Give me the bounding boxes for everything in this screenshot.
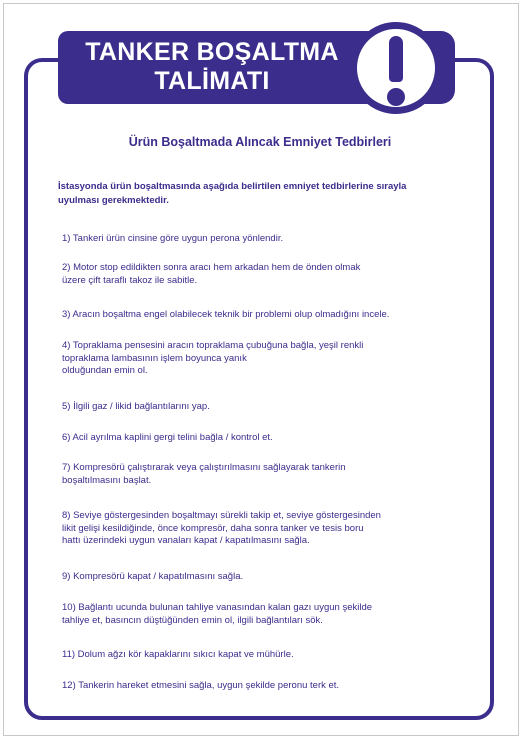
instruction-line: 11) Dolum ağzı kör kapaklarını sıkıcı kapat ve mühürle. [62,649,294,660]
intro-line: uyulması gerekmektedir. [58,195,169,206]
instruction-item [62,680,462,693]
instruction-line: tahliye et, basıncın düştüğünden emin ol, ilgili bağlantıları sök. [62,614,323,626]
instruction-line: 7) Kompresörü çalıştırarak veya çalıştırılmasını sağlayarak tankerin [62,462,346,473]
instruction-line: 8) Seviye göstergesinden boşaltmayı sürekli takip et, seviye göstergesinden [62,510,381,521]
instruction-item [62,309,462,322]
instruction-line: 4) Topraklama pensesini aracın topraklama çubuğuna bağla, yeşil renkli [62,340,364,351]
instruction-item [62,571,462,584]
instruction-item [62,432,462,445]
instruction-item [62,401,462,414]
instruction-line: 6) Acil ayrılma kaplini gergi telini bağla / kontrol et. [62,432,273,443]
instruction-line: olduğundan emin ol. [62,365,148,376]
instruction-item [62,340,462,378]
instruction-item [62,262,462,287]
instruction-line: boşaltılmasını başlat. [62,474,152,486]
sign-title-line: TALİMATI [154,67,270,95]
instruction-item [62,510,462,548]
sign-title-line: TANKER BOŞALTMA [85,38,339,66]
instruction-line: 9) Kompresörü kapat / kapatılmasını sağla. [62,571,244,582]
instruction-line: 1) Tankeri ürün cinsine göre uygun perona yönlendir. [62,233,284,244]
instruction-line: 12) Tankerin hareket etmesini sağla, uygun şekilde peronu terk et. [62,680,340,691]
instruction-line: 10) Bağlantı ucunda bulunan tahliye vanasından kalan gazı uygun şekilde [62,602,373,613]
instruction-line: 2) Motor stop edildikten sonra aracı hem arkadan hem de önden olmak [62,262,361,273]
instruction-item [62,462,462,487]
instruction-line: 3) Aracın boşaltma engel olabilecek teknik bir problemi olup olmadığını incele. [62,309,390,320]
instruction-line: 5) İlgili gaz / likid bağlantılarını yap. [62,401,210,412]
instruction-line: üzere çift taraflı takoz ile sabitle. [62,274,198,286]
instruction-item [62,602,462,627]
instruction-line: topraklama lambasının işlem boyunca yanık [62,352,247,364]
instruction-line: likit gelişi kesildiğinde, önce kompresör, daha sonra tanker ve tesis boru [62,522,364,534]
sign-subtitle: Ürün Boşaltmada Alıncak Emniyet Tedbirleri [128,135,392,149]
instruction-line: hattı üzerindeki uygun vanaları kapat / kapatılmasını sağla. [62,535,310,546]
instruction-item [62,233,462,246]
intro-line: İstasyonda ürün boşaltmasında aşağıda belirtilen emniyet tedbirlerine sırayla [58,181,407,192]
instruction-item [62,649,462,662]
